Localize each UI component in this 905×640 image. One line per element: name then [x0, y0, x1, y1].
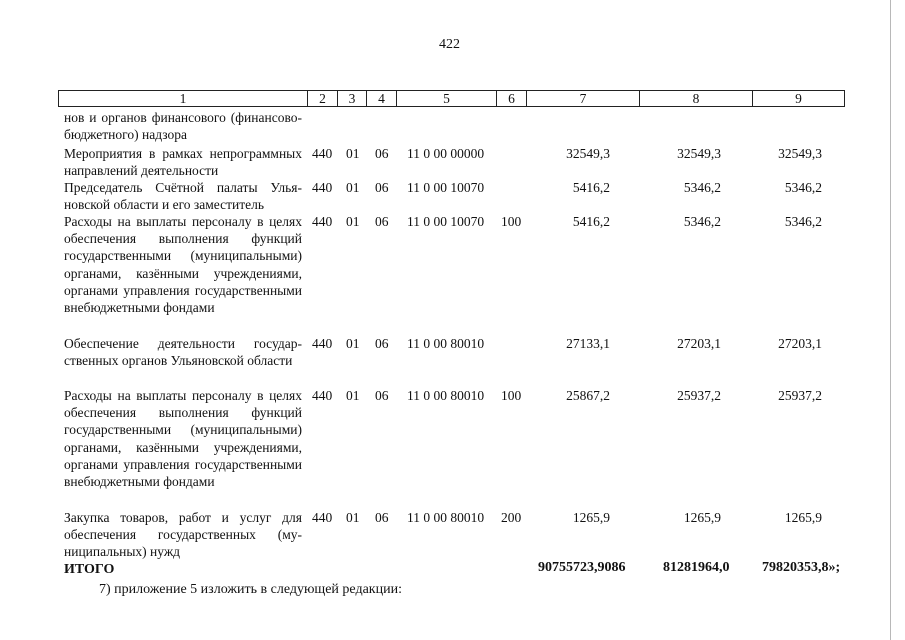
- row-admin-code: 440: [312, 180, 333, 195]
- row-description: Расходы на выплаты персоналу в целях обеспечения выполнения функций государственными (муниципальными) органами, казёнными учреждениями, органами управления государственными внебюджетными фондами: [64, 214, 302, 316]
- row-value-col9: 1265,9: [784, 510, 822, 525]
- row-expense-type: 100: [501, 388, 522, 403]
- row-value-col8: 32549,3: [677, 146, 721, 161]
- row-subsection: 06: [375, 336, 389, 351]
- page-number: 422: [439, 37, 460, 52]
- page-right-border: [890, 0, 891, 640]
- header-col-2: 2: [307, 90, 338, 107]
- row-admin-code: 440: [312, 388, 333, 403]
- total-value-col8: 81281964,0: [663, 560, 730, 575]
- row-description: Обеспечение деятельности государственных органов Ульяновской области: [64, 336, 302, 369]
- header-col-1: 1: [58, 90, 308, 107]
- row-value-col7: 27133,1: [566, 336, 610, 351]
- row-description: Расходы на выплаты персоналу в целях обеспечения выполнения функций государственными (муниципальными) органами, казёнными учреждениями, органами управления государственными внебюджетными фондами: [64, 388, 302, 490]
- row-value-col8: 1265,9: [683, 510, 721, 525]
- row-admin-code: 440: [312, 510, 333, 525]
- row-description: Председатель Счётной палаты Ульяновской области и его заместитель: [64, 180, 302, 213]
- row-expense-type: 100: [501, 214, 522, 229]
- row-value-col8: 25937,2: [677, 388, 721, 403]
- row-subsection: 06: [375, 510, 389, 525]
- row-target-code: 11 0 00 80010: [407, 336, 485, 351]
- row-value-col7: 5416,2: [572, 180, 610, 195]
- row-subsection: 06: [375, 214, 389, 229]
- row-expense-type: 200: [501, 510, 522, 525]
- header-col-7: 7: [526, 90, 640, 107]
- row-value-col7: 5416,2: [572, 214, 610, 229]
- row-target-code: 11 0 00 10070: [407, 180, 485, 195]
- header-col-5: 5: [396, 90, 497, 107]
- row-section: 01: [346, 336, 360, 351]
- row-target-code: 11 0 00 80010: [407, 510, 485, 525]
- row-admin-code: 440: [312, 146, 333, 161]
- row-value-col8: 5346,2: [683, 214, 721, 229]
- instruction-paragraph: 7) приложение 5 изложить в следующей редакции:: [99, 582, 402, 597]
- row-admin-code: 440: [312, 336, 333, 351]
- row-section: 01: [346, 214, 360, 229]
- row-value-col9: 27203,1: [778, 336, 822, 351]
- row-value-col8: 27203,1: [677, 336, 721, 351]
- header-col-9: 9: [752, 90, 845, 107]
- total-value-col9: 79820353,8»;: [762, 560, 841, 575]
- row-admin-code: 440: [312, 214, 333, 229]
- row-section: 01: [346, 510, 360, 525]
- row-value-col8: 5346,2: [683, 180, 721, 195]
- row-value-col7: 1265,9: [572, 510, 610, 525]
- row-description: Закупка товаров, работ и услуг для обеспечения государственных (муниципальных) нужд: [64, 510, 302, 560]
- total-label: ИТОГО: [64, 562, 115, 577]
- header-col-4: 4: [366, 90, 397, 107]
- row-value-col9: 32549,3: [778, 146, 822, 161]
- total-value-col7: 90755723,9086: [538, 560, 626, 575]
- row-description: нов и органов финансового (финансово-бюджетного) надзора: [64, 110, 302, 143]
- row-value-col9: 25937,2: [778, 388, 822, 403]
- row-section: 01: [346, 180, 360, 195]
- row-value-col7: 25867,2: [566, 388, 610, 403]
- header-col-3: 3: [337, 90, 367, 107]
- row-target-code: 11 0 00 10070: [407, 214, 485, 229]
- row-subsection: 06: [375, 180, 389, 195]
- row-target-code: 11 0 00 00000: [407, 146, 485, 161]
- row-value-col9: 5346,2: [784, 214, 822, 229]
- row-subsection: 06: [375, 146, 389, 161]
- row-section: 01: [346, 388, 360, 403]
- row-value-col7: 32549,3: [566, 146, 610, 161]
- row-description: Мероприятия в рамках непрограммных направлений деятельности: [64, 146, 302, 179]
- header-col-8: 8: [639, 90, 753, 107]
- row-subsection: 06: [375, 388, 389, 403]
- row-section: 01: [346, 146, 360, 161]
- row-value-col9: 5346,2: [784, 180, 822, 195]
- header-col-6: 6: [496, 90, 527, 107]
- row-target-code: 11 0 00 80010: [407, 388, 485, 403]
